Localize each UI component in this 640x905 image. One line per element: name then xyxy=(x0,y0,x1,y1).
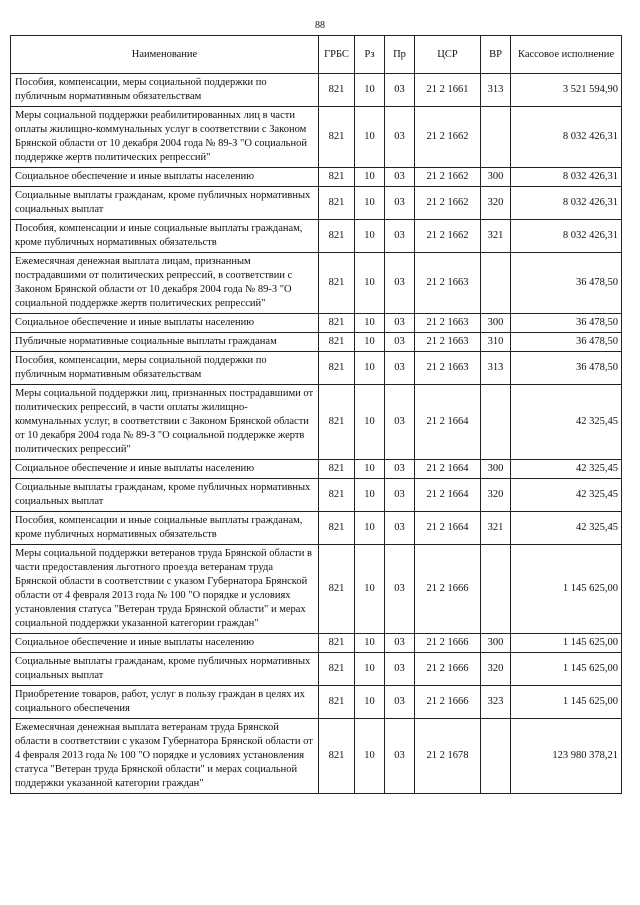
col-header-pr: Пр xyxy=(385,36,415,74)
cell-csr: 21 2 1666 xyxy=(415,634,481,653)
cell-vr xyxy=(481,253,511,314)
cell-pr: 03 xyxy=(385,719,415,794)
cell-pr: 03 xyxy=(385,634,415,653)
cell-name: Социальные выплаты гражданам, кроме публичных нормативных социальных выплат xyxy=(11,479,319,512)
cell-csr: 21 2 1663 xyxy=(415,253,481,314)
table-row xyxy=(11,479,622,512)
cell-pr: 03 xyxy=(385,352,415,385)
cell-name: Меры социальной поддержки ветеранов труда Брянской области в части предоставления льготного проезда ветеранам труда Брянской области в соответствии с указом Губернатора Брянской области от 4 февраля 2013 года № 100 "О порядке и условиях установления статуса "Ветеран труда Брянской области" и мерах социальной поддержки указанной категории граждан" xyxy=(11,545,319,634)
cell-rz: 10 xyxy=(355,634,385,653)
cell-grbs: 821 xyxy=(319,479,355,512)
cell-rz: 10 xyxy=(355,314,385,333)
cell-amount: 1 145 625,00 xyxy=(511,653,622,686)
cell-amount: 1 145 625,00 xyxy=(511,634,622,653)
cell-csr: 21 2 1663 xyxy=(415,352,481,385)
cell-pr: 03 xyxy=(385,385,415,460)
table-row xyxy=(11,220,622,253)
cell-name: Пособия, компенсации, меры социальной поддержки по публичным нормативным обязательствам xyxy=(11,352,319,385)
table-body xyxy=(11,74,622,794)
table-row xyxy=(11,74,622,107)
cell-amount: 36 478,50 xyxy=(511,314,622,333)
cell-pr: 03 xyxy=(385,512,415,545)
cell-name: Пособия, компенсации и иные социальные выплаты гражданам, кроме публичных нормативных обязательств xyxy=(11,220,319,253)
cell-pr: 03 xyxy=(385,168,415,187)
cell-vr: 313 xyxy=(481,74,511,107)
cell-vr xyxy=(481,719,511,794)
cell-csr: 21 2 1666 xyxy=(415,545,481,634)
cell-csr: 21 2 1662 xyxy=(415,107,481,168)
cell-grbs: 821 xyxy=(319,686,355,719)
cell-amount: 8 032 426,31 xyxy=(511,168,622,187)
cell-vr: 300 xyxy=(481,314,511,333)
table-row xyxy=(11,385,622,460)
cell-amount: 3 521 594,90 xyxy=(511,74,622,107)
cell-csr: 21 2 1664 xyxy=(415,512,481,545)
cell-rz: 10 xyxy=(355,385,385,460)
cell-rz: 10 xyxy=(355,168,385,187)
cell-name: Пособия, компенсации и иные социальные выплаты гражданам, кроме публичных нормативных обязательств xyxy=(11,512,319,545)
cell-grbs: 821 xyxy=(319,634,355,653)
cell-csr: 21 2 1662 xyxy=(415,220,481,253)
cell-amount: 42 325,45 xyxy=(511,460,622,479)
cell-csr: 21 2 1663 xyxy=(415,314,481,333)
col-header-vr: ВР xyxy=(481,36,511,74)
cell-amount: 8 032 426,31 xyxy=(511,107,622,168)
cell-grbs: 821 xyxy=(319,460,355,479)
cell-amount: 8 032 426,31 xyxy=(511,220,622,253)
cell-rz: 10 xyxy=(355,333,385,352)
table-row xyxy=(11,512,622,545)
cell-amount: 36 478,50 xyxy=(511,352,622,385)
cell-csr: 21 2 1662 xyxy=(415,168,481,187)
table-row xyxy=(11,545,622,634)
cell-grbs: 821 xyxy=(319,653,355,686)
cell-vr: 300 xyxy=(481,168,511,187)
cell-vr: 320 xyxy=(481,187,511,220)
cell-amount: 1 145 625,00 xyxy=(511,545,622,634)
table-row xyxy=(11,460,622,479)
table-row xyxy=(11,187,622,220)
cell-vr xyxy=(481,385,511,460)
page-number: 88 xyxy=(315,20,325,31)
cell-amount: 123 980 378,21 xyxy=(511,719,622,794)
cell-csr: 21 2 1666 xyxy=(415,686,481,719)
cell-vr: 300 xyxy=(481,634,511,653)
cell-csr: 21 2 1661 xyxy=(415,74,481,107)
col-header-execution: Кассовое исполнение xyxy=(511,36,622,74)
cell-pr: 03 xyxy=(385,460,415,479)
table-row xyxy=(11,653,622,686)
cell-pr: 03 xyxy=(385,545,415,634)
cell-grbs: 821 xyxy=(319,74,355,107)
cell-name: Социальные выплаты гражданам, кроме публичных нормативных социальных выплат xyxy=(11,187,319,220)
cell-name: Социальные выплаты гражданам, кроме публичных нормативных социальных выплат xyxy=(11,653,319,686)
table-row xyxy=(11,253,622,314)
cell-pr: 03 xyxy=(385,220,415,253)
table-row xyxy=(11,634,622,653)
cell-grbs: 821 xyxy=(319,168,355,187)
cell-csr: 21 2 1664 xyxy=(415,385,481,460)
cell-grbs: 821 xyxy=(319,187,355,220)
cell-name: Ежемесячная денежная выплата ветеранам труда Брянской области в соответствии с указом Губернатора Брянской области от 4 февраля 2013 года № 100 "О порядке и условиях установления статуса "Ветеран труда Брянской области" и мерах социальной поддержки указанной категории граждан" xyxy=(11,719,319,794)
cell-rz: 10 xyxy=(355,512,385,545)
cell-vr: 313 xyxy=(481,352,511,385)
col-header-csr: ЦСР xyxy=(415,36,481,74)
table-row xyxy=(11,719,622,794)
cell-rz: 10 xyxy=(355,352,385,385)
cell-grbs: 821 xyxy=(319,719,355,794)
cell-rz: 10 xyxy=(355,719,385,794)
cell-name: Социальное обеспечение и иные выплаты населению xyxy=(11,314,319,333)
table-header-row xyxy=(11,36,622,74)
cell-name: Публичные нормативные социальные выплаты гражданам xyxy=(11,333,319,352)
table-row xyxy=(11,352,622,385)
cell-name: Меры социальной поддержки лиц, признанных пострадавшими от политических репрессий, в части оплаты жилищно-коммунальных услуг, в соответствии с Законом Брянской области от 10 декабря 2004 года № 89-З "О социальной поддержке жертв политических репрессий" xyxy=(11,385,319,460)
cell-pr: 03 xyxy=(385,653,415,686)
cell-amount: 1 145 625,00 xyxy=(511,686,622,719)
cell-grbs: 821 xyxy=(319,107,355,168)
cell-grbs: 821 xyxy=(319,352,355,385)
cell-pr: 03 xyxy=(385,187,415,220)
cell-pr: 03 xyxy=(385,686,415,719)
cell-grbs: 821 xyxy=(319,385,355,460)
col-header-rz: Рз xyxy=(355,36,385,74)
cell-rz: 10 xyxy=(355,479,385,512)
cell-grbs: 821 xyxy=(319,545,355,634)
cell-vr: 323 xyxy=(481,686,511,719)
cell-amount: 42 325,45 xyxy=(511,479,622,512)
cell-grbs: 821 xyxy=(319,314,355,333)
cell-pr: 03 xyxy=(385,253,415,314)
cell-vr: 310 xyxy=(481,333,511,352)
cell-vr: 321 xyxy=(481,220,511,253)
cell-vr: 320 xyxy=(481,653,511,686)
cell-csr: 21 2 1662 xyxy=(415,187,481,220)
cell-csr: 21 2 1678 xyxy=(415,719,481,794)
cell-rz: 10 xyxy=(355,187,385,220)
cell-amount: 42 325,45 xyxy=(511,385,622,460)
col-header-name: Наименование xyxy=(11,36,319,74)
cell-csr: 21 2 1666 xyxy=(415,653,481,686)
cell-rz: 10 xyxy=(355,107,385,168)
cell-pr: 03 xyxy=(385,479,415,512)
cell-amount: 36 478,50 xyxy=(511,253,622,314)
budget-execution-table xyxy=(10,35,622,794)
table-row xyxy=(11,107,622,168)
cell-csr: 21 2 1664 xyxy=(415,460,481,479)
cell-csr: 21 2 1664 xyxy=(415,479,481,512)
cell-amount: 42 325,45 xyxy=(511,512,622,545)
cell-vr: 320 xyxy=(481,479,511,512)
col-header-grbs: ГРБС xyxy=(319,36,355,74)
cell-name: Ежемесячная денежная выплата лицам, признанным пострадавшими от политических репрессий, в соответствии с Законом Брянской области от 10 декабря 2004 года № 89-З "О социальной поддержке жертв политических репрессий" xyxy=(11,253,319,314)
cell-name: Социальное обеспечение и иные выплаты населению xyxy=(11,460,319,479)
cell-pr: 03 xyxy=(385,74,415,107)
table-row xyxy=(11,686,622,719)
table-row xyxy=(11,168,622,187)
table-row xyxy=(11,333,622,352)
cell-vr: 321 xyxy=(481,512,511,545)
cell-vr: 300 xyxy=(481,460,511,479)
cell-grbs: 821 xyxy=(319,220,355,253)
cell-rz: 10 xyxy=(355,460,385,479)
cell-grbs: 821 xyxy=(319,512,355,545)
cell-rz: 10 xyxy=(355,74,385,107)
cell-name: Социальное обеспечение и иные выплаты населению xyxy=(11,168,319,187)
cell-amount: 36 478,50 xyxy=(511,333,622,352)
cell-name: Пособия, компенсации, меры социальной поддержки по публичным нормативным обязательствам xyxy=(11,74,319,107)
cell-grbs: 821 xyxy=(319,333,355,352)
cell-rz: 10 xyxy=(355,220,385,253)
cell-name: Приобретение товаров, работ, услуг в пользу граждан в целях их социального обеспечения xyxy=(11,686,319,719)
cell-rz: 10 xyxy=(355,253,385,314)
cell-rz: 10 xyxy=(355,686,385,719)
table-row xyxy=(11,314,622,333)
cell-vr xyxy=(481,107,511,168)
cell-name: Социальное обеспечение и иные выплаты населению xyxy=(11,634,319,653)
cell-name: Меры социальной поддержки реабилитированных лиц в части оплаты жилищно-коммунальных услуг в соответствии с Законом Брянской области от 10 декабря 2004 года № 89-З "О социальной поддержке жертв политических репрессий" xyxy=(11,107,319,168)
cell-rz: 10 xyxy=(355,545,385,634)
cell-grbs: 821 xyxy=(319,253,355,314)
cell-rz: 10 xyxy=(355,653,385,686)
cell-vr xyxy=(481,545,511,634)
cell-amount: 8 032 426,31 xyxy=(511,187,622,220)
cell-pr: 03 xyxy=(385,333,415,352)
cell-pr: 03 xyxy=(385,107,415,168)
cell-csr: 21 2 1663 xyxy=(415,333,481,352)
cell-pr: 03 xyxy=(385,314,415,333)
